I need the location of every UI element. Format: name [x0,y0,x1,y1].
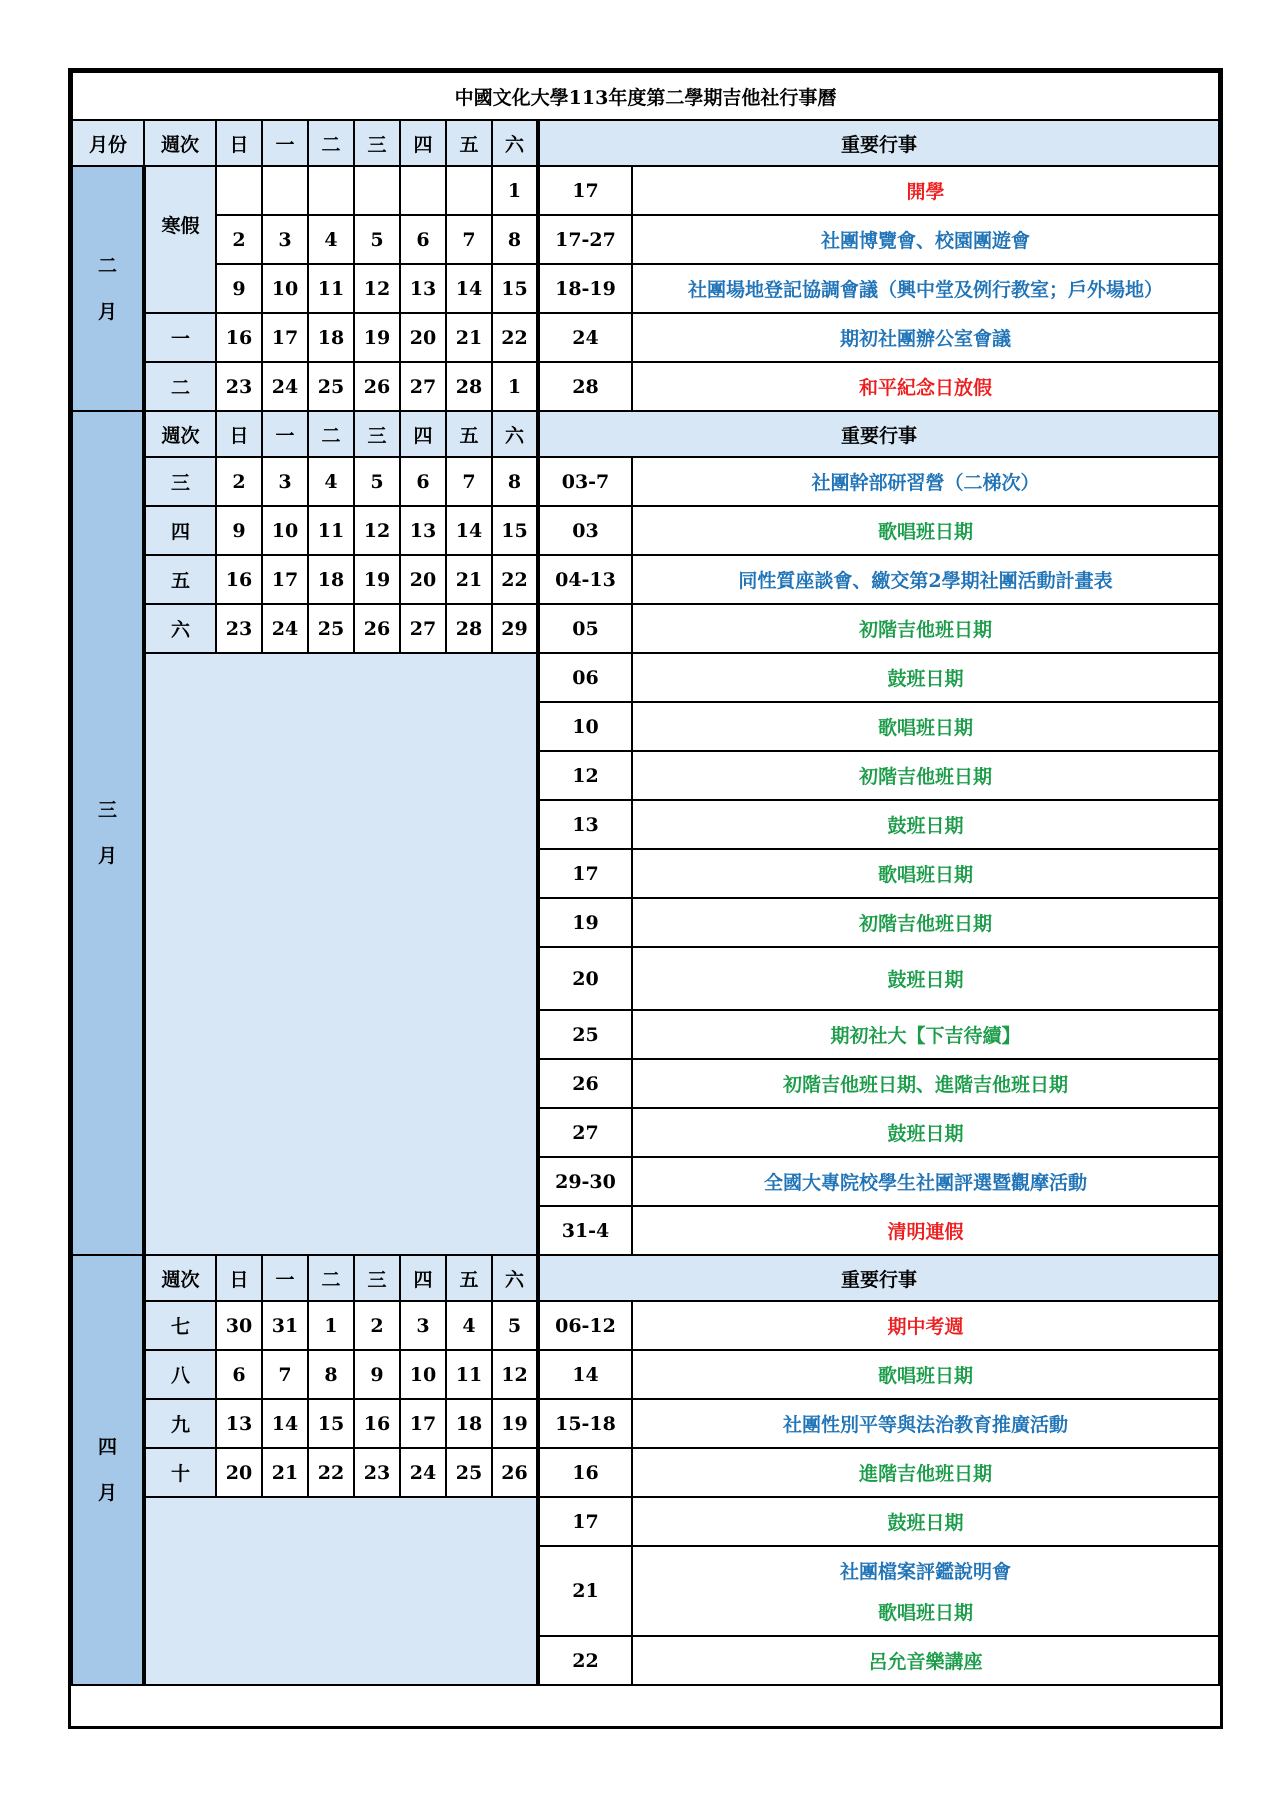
day-cell: 16 [354,1399,400,1448]
day-cell: 22 [308,1448,354,1497]
day-cell: 24 [400,1448,446,1497]
event-date: 29-30 [538,1157,632,1206]
day-cell: 17 [262,555,308,604]
event-description [632,898,1219,947]
day-cell: 25 [446,1448,492,1497]
event-item: 社團檔案評鑑說明會 [839,1561,1011,1583]
event-description [632,1206,1219,1255]
day-cell: 22 [492,313,538,362]
event-date: 28 [538,362,632,411]
day-cell: 23 [216,604,262,653]
event-date: 12 [538,751,632,800]
week-header: 週次 [144,120,216,166]
day-cell: 14 [446,264,492,313]
header-row [72,120,1219,166]
event-date: 20 [538,947,632,1010]
event-item: 鼓班日期 [887,668,964,690]
empty-area [144,1497,538,1685]
event-date: 24 [538,313,632,362]
calendar-row [72,1350,1219,1399]
event-date: 25 [538,1010,632,1059]
week-label: 五 [144,555,216,604]
day-cell: 3 [400,1301,446,1350]
event-date: 17 [538,166,632,215]
day-cell: 19 [354,555,400,604]
day-cell: 18 [308,313,354,362]
week-header: 週次 [144,411,216,457]
day-cell: 4 [446,1301,492,1350]
day-cell: 16 [216,313,262,362]
day-cell: 5 [354,457,400,506]
event-item: 歌唱班日期 [877,521,973,543]
event-description [632,1010,1219,1059]
page-title: 中國文化大學113年度第二學期吉他社行事曆 [72,72,1219,120]
event-item: 進階吉他班日期 [858,1463,992,1485]
event-date: 13 [538,800,632,849]
events-header: 重要行事 [538,411,1219,457]
day-cell [400,166,446,215]
event-item: 和平紀念日放假 [858,377,992,399]
day-header: 二 [308,120,354,166]
calendar-row [72,1497,1219,1546]
day-cell: 24 [262,362,308,411]
day-cell: 28 [446,604,492,653]
day-header: 二 [308,411,354,457]
event-item: 社團幹部研習營（二梯次） [811,472,1040,494]
day-cell: 23 [216,362,262,411]
day-cell [446,166,492,215]
event-item: 歌唱班日期 [877,1365,973,1387]
day-header: 三 [354,411,400,457]
event-description [632,800,1219,849]
week-label: 七 [144,1301,216,1350]
event-description [632,1399,1219,1448]
day-cell: 3 [262,457,308,506]
week-label: 四 [144,506,216,555]
event-item: 鼓班日期 [887,969,964,991]
day-cell: 9 [216,264,262,313]
event-date: 06-12 [538,1301,632,1350]
event-item: 同性質座談會、繳交第2學期社團活動計畫表 [738,570,1113,592]
event-date: 15-18 [538,1399,632,1448]
day-header: 三 [354,1255,400,1301]
day-cell: 15 [492,506,538,555]
day-cell: 2 [216,457,262,506]
day-header: 四 [400,411,446,457]
day-cell: 5 [492,1301,538,1350]
event-description [632,653,1219,702]
day-cell: 8 [308,1350,354,1399]
calendar-row [72,362,1219,411]
day-cell: 10 [400,1350,446,1399]
event-item: 鼓班日期 [887,1512,964,1534]
day-header: 三 [354,120,400,166]
day-cell [216,166,262,215]
day-header: 日 [216,411,262,457]
calendar-row [72,313,1219,362]
day-cell: 9 [354,1350,400,1399]
event-date: 03-7 [538,457,632,506]
day-cell: 6 [216,1350,262,1399]
event-description [632,215,1219,264]
event-item: 社團博覽會、校園團遊會 [820,230,1030,252]
calendar-row [72,215,1219,264]
month-label: 二 月 [72,166,144,411]
event-item: 清明連假 [887,1221,964,1243]
event-date: 22 [538,1636,632,1685]
day-cell: 18 [308,555,354,604]
calendar-row [72,1399,1219,1448]
day-cell: 21 [446,555,492,604]
event-item: 初階吉他班日期 [858,619,992,641]
events-header: 重要行事 [538,1255,1219,1301]
event-description [632,1636,1219,1685]
day-header: 二 [308,1255,354,1301]
month-label: 三 月 [72,411,144,1255]
day-header: 五 [446,120,492,166]
day-cell: 27 [400,362,446,411]
day-header: 六 [492,411,538,457]
calendar-sheet [68,68,1223,1729]
day-cell: 11 [308,264,354,313]
day-cell: 16 [216,555,262,604]
day-cell: 12 [354,506,400,555]
day-cell: 13 [216,1399,262,1448]
day-header: 日 [216,1255,262,1301]
day-cell: 22 [492,555,538,604]
day-cell: 9 [216,506,262,555]
event-date: 10 [538,702,632,751]
event-date: 27 [538,1108,632,1157]
event-item: 期初社大【下吉待續】 [830,1025,1021,1047]
event-description [632,506,1219,555]
day-cell: 2 [354,1301,400,1350]
week-label: 九 [144,1399,216,1448]
event-date: 03 [538,506,632,555]
day-cell: 19 [354,313,400,362]
week-header: 週次 [144,1255,216,1301]
calendar-row [72,555,1219,604]
calendar-row [72,457,1219,506]
day-cell [262,166,308,215]
day-cell: 15 [492,264,538,313]
day-header: 四 [400,1255,446,1301]
day-cell: 28 [446,362,492,411]
day-header: 六 [492,120,538,166]
day-cell: 25 [308,362,354,411]
event-item: 初階吉他班日期 [858,766,992,788]
header-row [72,1255,1219,1301]
event-date: 26 [538,1059,632,1108]
event-date: 06 [538,653,632,702]
day-cell: 17 [262,313,308,362]
event-item: 歌唱班日期 [877,864,973,886]
day-cell: 13 [400,506,446,555]
week-label: 一 [144,313,216,362]
event-item: 期初社團辦公室會議 [839,328,1011,350]
day-cell: 1 [492,362,538,411]
calendar-row [72,604,1219,653]
day-cell: 6 [400,457,446,506]
event-item: 社團場地登記協調會議（興中堂及例行教室；戶外場地） [687,279,1163,301]
day-cell: 14 [446,506,492,555]
event-item: 全國大專院校學生社團評選暨觀摩活動 [763,1172,1087,1194]
day-cell: 7 [262,1350,308,1399]
event-date: 04-13 [538,555,632,604]
day-cell: 20 [400,555,446,604]
event-description [632,702,1219,751]
event-description [632,947,1219,1010]
month-label: 四 月 [72,1255,144,1685]
event-description [632,362,1219,411]
day-header: 一 [262,1255,308,1301]
day-cell: 12 [492,1350,538,1399]
calendar-table [71,71,1220,1686]
event-item: 鼓班日期 [887,815,964,837]
event-item: 社團性別平等與法治教育推廣活動 [782,1414,1068,1436]
day-header: 六 [492,1255,538,1301]
event-description [632,1108,1219,1157]
week-label: 六 [144,604,216,653]
day-cell: 21 [446,313,492,362]
day-header: 五 [446,1255,492,1301]
day-cell: 29 [492,604,538,653]
event-description [632,1350,1219,1399]
day-cell: 7 [446,457,492,506]
event-item: 期中考週 [887,1316,964,1338]
day-cell: 6 [400,215,446,264]
day-cell: 20 [216,1448,262,1497]
day-cell: 15 [308,1399,354,1448]
day-header: 五 [446,411,492,457]
day-cell: 27 [400,604,446,653]
event-item: 歌唱班日期 [877,1602,973,1624]
day-cell: 1 [308,1301,354,1350]
event-item: 歌唱班日期 [877,717,973,739]
event-description [632,1157,1219,1206]
day-cell: 3 [262,215,308,264]
week-label: 十 [144,1448,216,1497]
calendar-row [72,1301,1219,1350]
day-cell: 4 [308,215,354,264]
day-cell: 12 [354,264,400,313]
day-cell: 4 [308,457,354,506]
event-date: 14 [538,1350,632,1399]
day-cell: 7 [446,215,492,264]
event-description [632,604,1219,653]
event-date: 17 [538,1497,632,1546]
event-description [632,264,1219,313]
header-row [72,411,1219,457]
event-description [632,1448,1219,1497]
day-cell: 31 [262,1301,308,1350]
week-label: 二 [144,362,216,411]
day-cell: 19 [492,1399,538,1448]
day-cell: 24 [262,604,308,653]
event-item: 鼓班日期 [887,1123,964,1145]
event-description [632,1497,1219,1546]
day-cell: 8 [492,457,538,506]
day-header: 四 [400,120,446,166]
event-date: 31-4 [538,1206,632,1255]
event-description [632,1301,1219,1350]
title-row [72,72,1219,120]
week-label: 寒假 [144,166,216,313]
event-item: 開學 [906,181,945,203]
event-description [632,1059,1219,1108]
day-header: 日 [216,120,262,166]
event-description [632,555,1219,604]
day-cell: 10 [262,506,308,555]
day-cell: 11 [446,1350,492,1399]
day-cell: 1 [492,166,538,215]
day-cell: 26 [354,362,400,411]
day-cell: 11 [308,506,354,555]
day-cell: 26 [492,1448,538,1497]
day-cell: 26 [354,604,400,653]
day-cell: 23 [354,1448,400,1497]
day-cell: 14 [262,1399,308,1448]
calendar-row [72,1448,1219,1497]
day-header: 一 [262,411,308,457]
day-cell: 18 [446,1399,492,1448]
day-cell: 25 [308,604,354,653]
event-item: 初階吉他班日期、進階吉他班日期 [782,1074,1068,1096]
week-label: 三 [144,457,216,506]
event-description [632,849,1219,898]
week-label: 八 [144,1350,216,1399]
event-description [632,1546,1219,1636]
day-cell: 2 [216,215,262,264]
event-date: 16 [538,1448,632,1497]
day-cell: 5 [354,215,400,264]
event-date: 19 [538,898,632,947]
day-cell: 13 [400,264,446,313]
day-cell: 21 [262,1448,308,1497]
calendar-row [72,166,1219,215]
day-cell: 30 [216,1301,262,1350]
day-cell: 20 [400,313,446,362]
calendar-row [72,653,1219,702]
event-description [632,313,1219,362]
event-description [632,751,1219,800]
event-date: 05 [538,604,632,653]
events-header: 重要行事 [538,120,1219,166]
calendar-row [72,506,1219,555]
day-cell: 8 [492,215,538,264]
event-date: 17-27 [538,215,632,264]
month-header: 月份 [72,120,144,166]
day-cell [308,166,354,215]
day-cell [354,166,400,215]
event-date: 17 [538,849,632,898]
event-date: 18-19 [538,264,632,313]
calendar-row [72,264,1219,313]
event-item: 呂允音樂講座 [868,1651,983,1673]
event-description [632,166,1219,215]
event-item: 初階吉他班日期 [858,913,992,935]
day-header: 一 [262,120,308,166]
event-date: 21 [538,1546,632,1636]
day-cell: 10 [262,264,308,313]
day-cell: 17 [400,1399,446,1448]
event-description [632,457,1219,506]
empty-area [144,653,538,1255]
